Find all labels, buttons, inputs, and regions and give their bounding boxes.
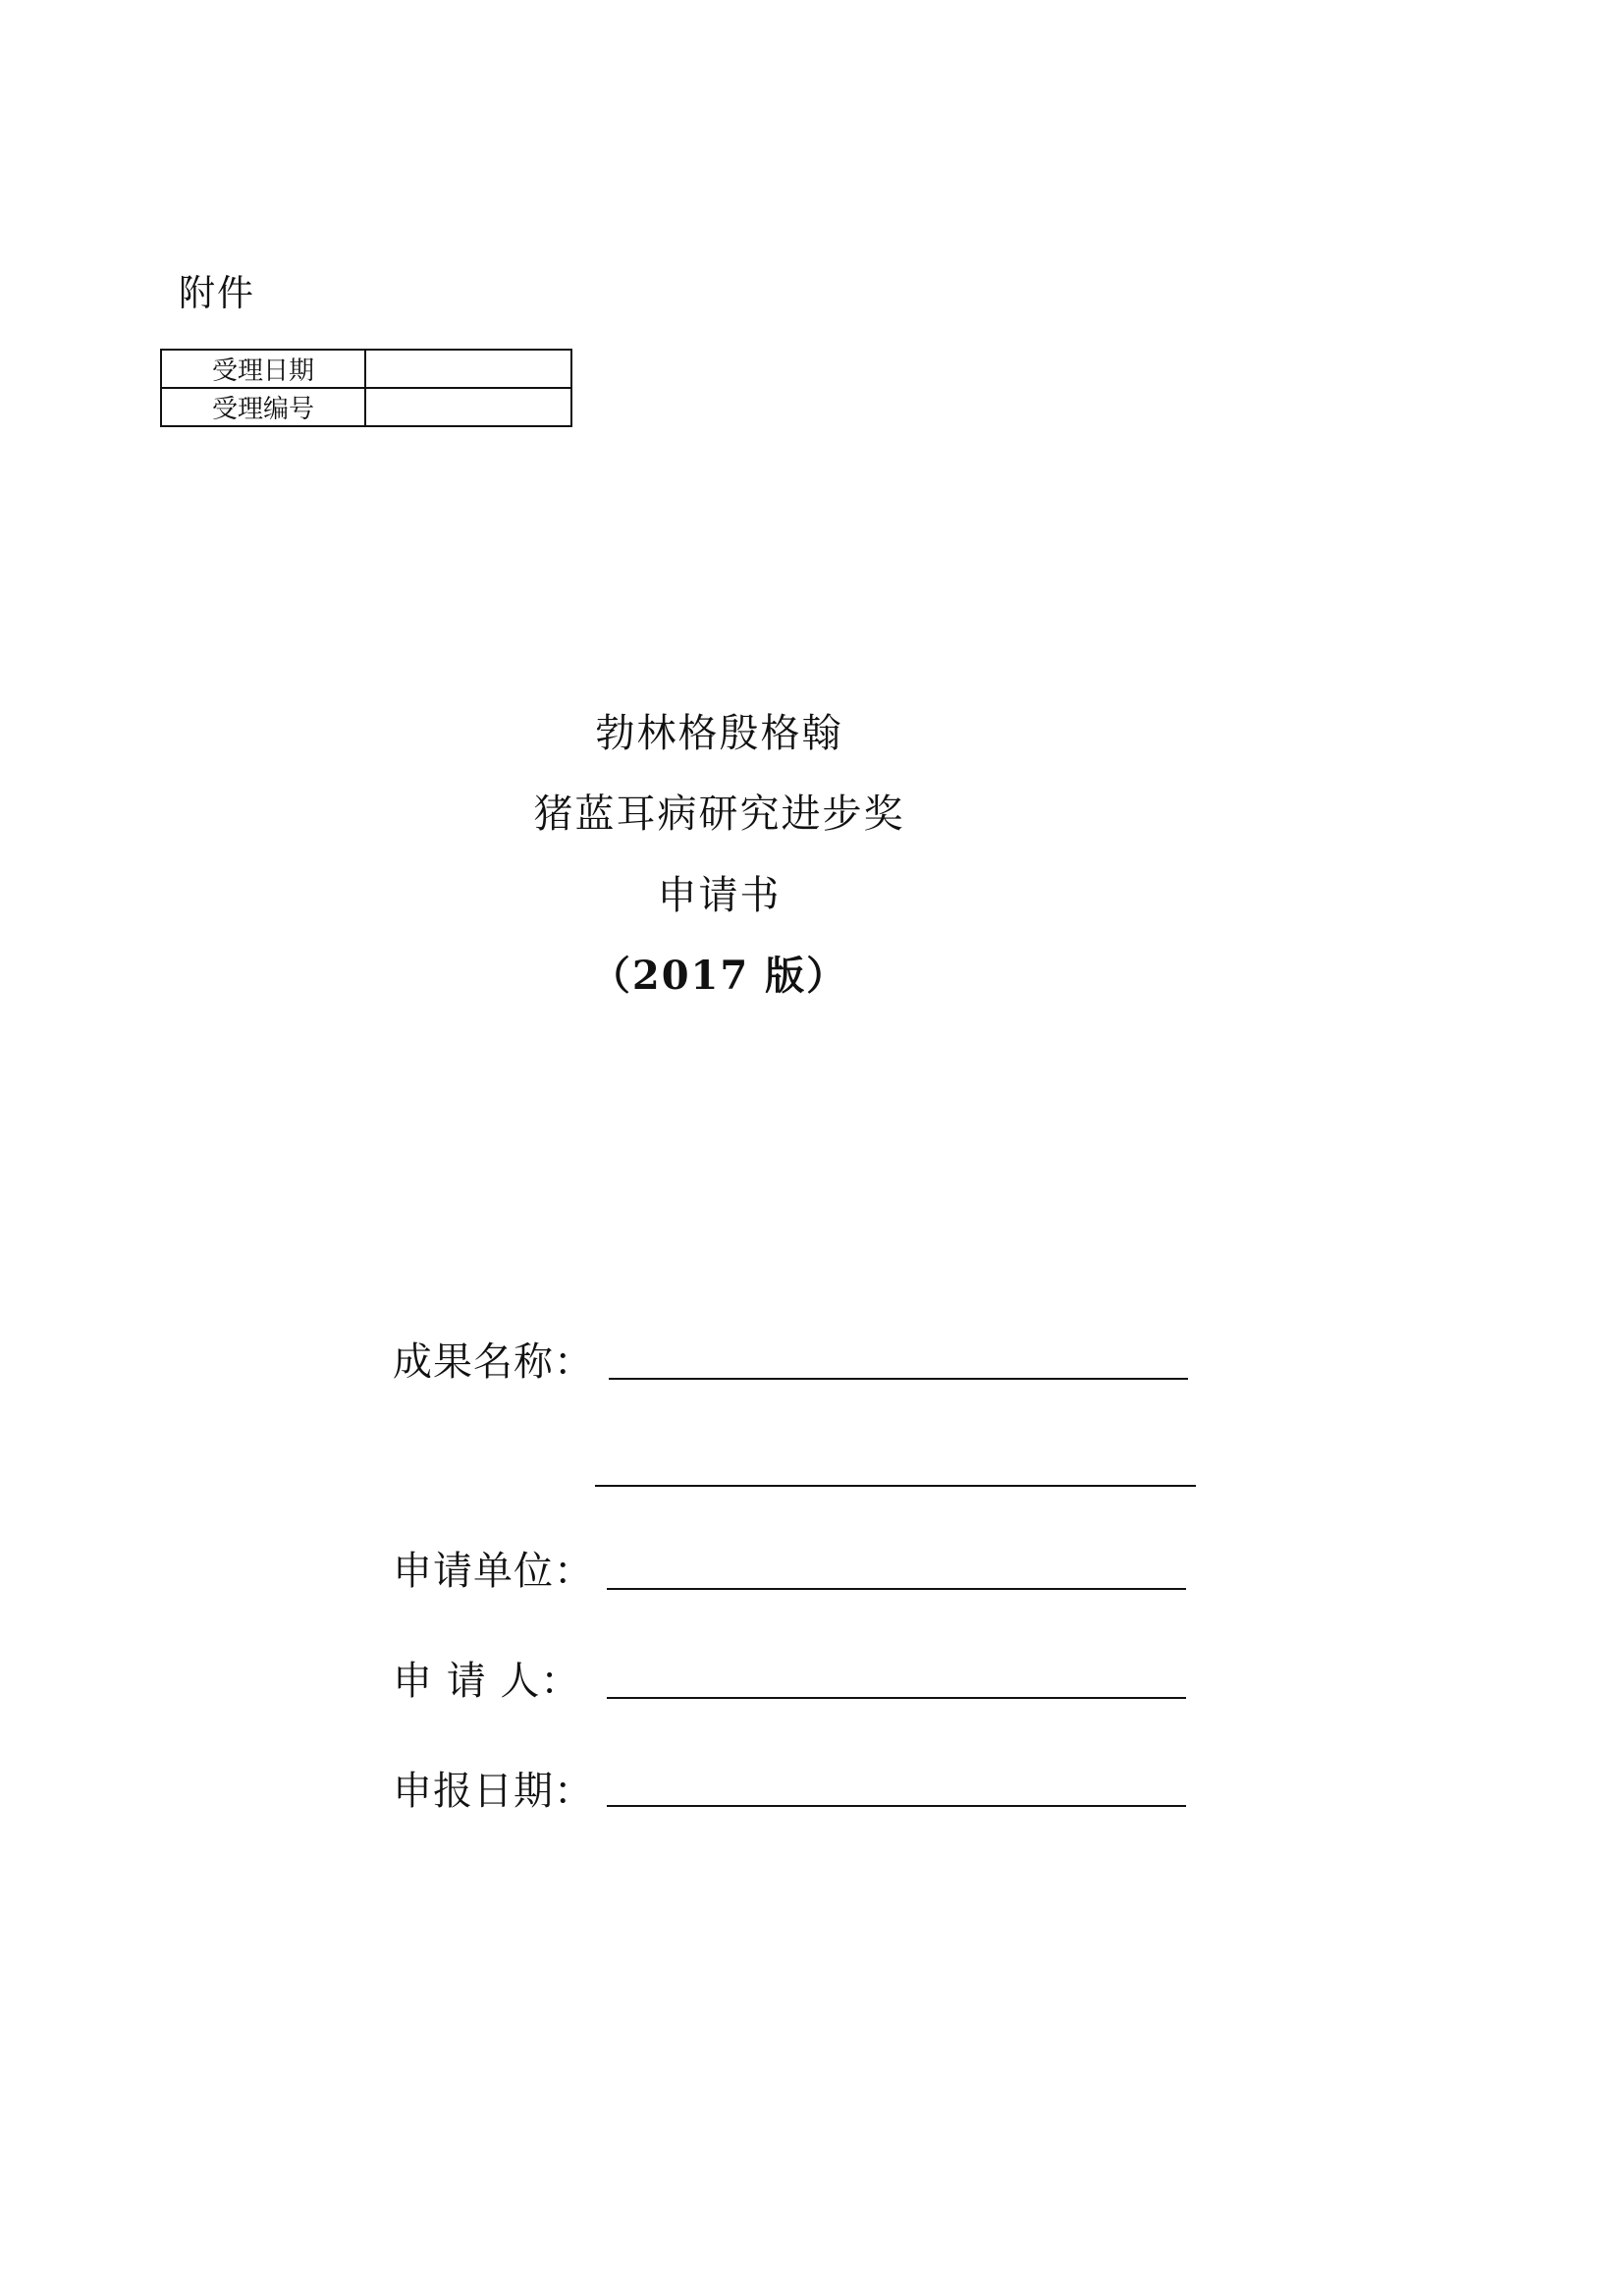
title-document-type: 申请书 bbox=[657, 873, 782, 918]
title-version: （2017 版） bbox=[590, 953, 848, 999]
applicant-line[interactable] bbox=[607, 1697, 1186, 1699]
receipt-date-label: 受理日期 bbox=[161, 350, 365, 388]
attachment-label: 附件 bbox=[179, 272, 255, 314]
table-row bbox=[161, 350, 571, 388]
receipt-number-label: 受理编号 bbox=[161, 388, 365, 426]
receipt-table bbox=[160, 349, 572, 427]
applicant-label: 申 请 人： bbox=[393, 1659, 581, 1704]
table-row bbox=[161, 388, 571, 426]
submission-date-line[interactable] bbox=[607, 1805, 1186, 1807]
applicant-unit-label: 申请单位： bbox=[393, 1549, 594, 1594]
achievement-name-line-2[interactable] bbox=[595, 1485, 1196, 1487]
submission-date-label: 申报日期： bbox=[393, 1769, 594, 1814]
title-award: 猪蓝耳病研究进步奖 bbox=[533, 792, 905, 837]
receipt-number-value[interactable] bbox=[365, 388, 571, 426]
achievement-name-label: 成果名称： bbox=[393, 1339, 594, 1385]
applicant-unit-line[interactable] bbox=[607, 1588, 1186, 1590]
achievement-name-line-1[interactable] bbox=[609, 1378, 1188, 1380]
receipt-date-value[interactable] bbox=[365, 350, 571, 388]
title-company: 勃林格殷格翰 bbox=[595, 711, 843, 756]
